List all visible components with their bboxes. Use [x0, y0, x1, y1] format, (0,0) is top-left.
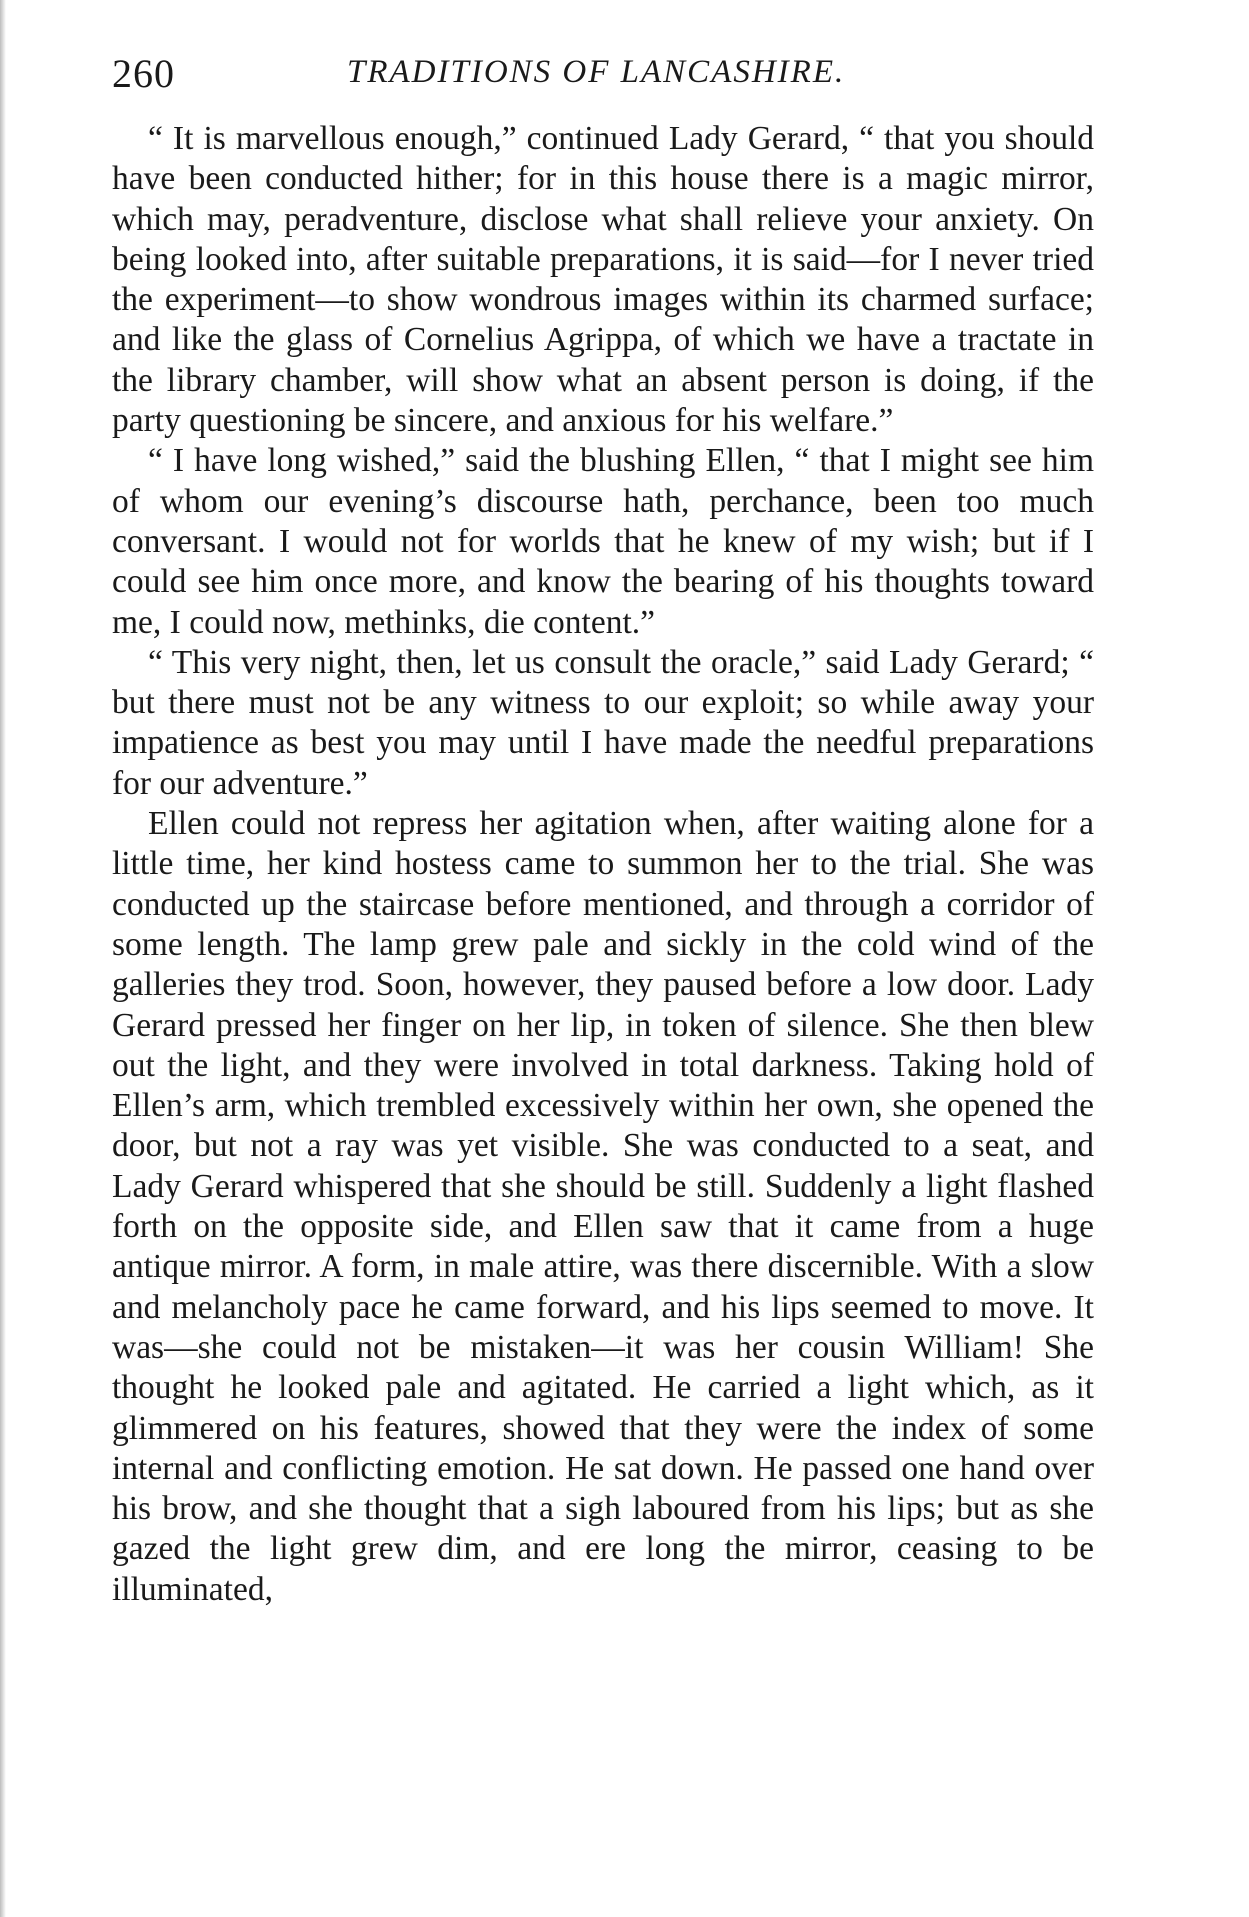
- paragraph-consult-oracle: “ This very night, then, let us consult the oracle,” said Lady Gerard; “ but there must not be any witness to our exploit; so while away your impatience as best you may until I have made the needful preparations for our adventure.”: [112, 643, 1094, 802]
- page-header: [112, 50, 1092, 100]
- running-title: TRADITIONS OF LANCASHIRE.: [347, 54, 846, 90]
- paragraph-lady-gerard-mirror: “ It is marvellous enough,” continued Lady Gerard, “ that you should have been conducted hither; for in this house there is a magic mirror, which may, peradventure, disclose what shall relieve your anxiety. On being looked into, after suitable preparations, it is said—for I never tried the experiment—to show wondrous images within its charmed surface; and like the glass of Cornelius Agrippa, of which we have a tractate in the library chamber, will show what an absent person is doing, if the party questioning be sincere, and anxious for his welfare.”: [112, 120, 1094, 440]
- paragraph-ellen-wish: “ I have long wished,” said the blushing Ellen, “ that I might see him of whom our evening’s discourse hath, perchance, been too much conversant. I would not for worlds that he knew of my wish; but if I could see him once more, and know the bearing of his thoughts toward me, I could now, methinks, die content.”: [112, 442, 1094, 641]
- paragraph-mirror-vision: Ellen could not repress her agitation when, after waiting alone for a little time, her kind hostess came to summon her to the trial. She was conducted up the staircase before mentioned, and through a corridor of some length. The lamp grew pale and sickly in the cold wind of the galleries they trod. Soon, however, they paused before a low door. Lady Gerard pressed her finger on her lip, in token of silence. She then blew out the light, and they were involved in total darkness. Taking hold of Ellen’s arm, which trembled excessively within her own, she opened the door, but not a ray was yet visible. She was conducted to a seat, and Lady Gerard whispered that she should be still. Suddenly a light flashed forth on the opposite side, and Ellen saw that it came from a huge antique mirror. A form, in male attire, was there discernible. With a slow and melancholy pace he came forward, and his lips seemed to move. It was—she could not be mistaken—it was her cousin William! She thought he looked pale and agitated. He carried a light which, as it glimmered on his features, showed that they were the index of some internal and conflicting emotion. He sat down. He passed one hand over his brow, and she thought that a sigh laboured from his lips; but as she gazed the light grew dim, and ere long the mirror, ceasing to be illuminated,: [112, 805, 1094, 1608]
- page-number: 260: [112, 51, 175, 96]
- body-text: [112, 119, 1094, 1610]
- binding-edge: [0, 0, 6, 1917]
